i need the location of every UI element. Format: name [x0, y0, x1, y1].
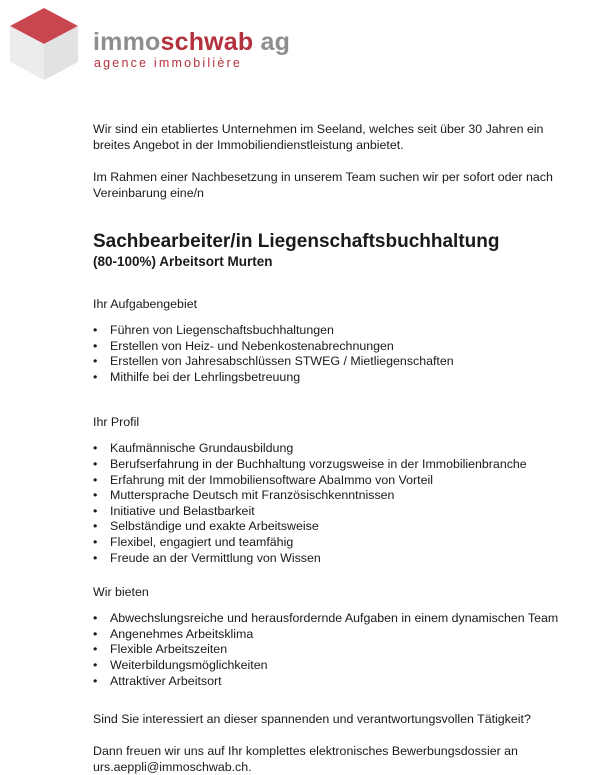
bullet-icon: •	[93, 503, 98, 518]
profile-list	[93, 441, 583, 566]
bullet-icon: •	[93, 441, 98, 456]
list-item-text: Erstellen von Jahresabschlüssen STWEG / Mietliegenschaften	[110, 354, 454, 369]
bullet-icon: •	[93, 657, 98, 672]
bullet-icon: •	[93, 488, 98, 503]
list-item-text: Muttersprache Deutsch mit Französischkenntnissen	[110, 488, 395, 503]
intro-paragraph-2: Im Rahmen einer Nachbesetzung in unserem Team suchen wir per sofort oder nach Vereinbarung eine/n	[93, 170, 553, 200]
list-item	[93, 504, 583, 520]
job-subtitle: (80-100%) Arbeitsort Murten	[93, 254, 273, 269]
bullet-icon: •	[93, 642, 98, 657]
list-item	[93, 473, 583, 489]
list-item	[93, 323, 583, 339]
bullet-icon: •	[93, 673, 98, 688]
closing-text: Dann freuen wir uns auf Ihr komplettes elektronisches Bewerbungsdossier an	[93, 744, 518, 759]
list-item	[93, 535, 583, 551]
bullet-icon: •	[93, 323, 98, 337]
bullet-icon: •	[93, 534, 98, 549]
company-name-part2: schwab	[160, 28, 254, 56]
list-item	[93, 370, 583, 386]
list-item	[93, 551, 583, 567]
company-name	[93, 28, 290, 57]
list-item	[93, 488, 583, 504]
list-item	[93, 519, 583, 535]
list-item	[93, 339, 583, 355]
list-item-text: Angenehmes Arbeitsklima	[110, 626, 254, 641]
list-item-text: Initiative und Belastbarkeit	[110, 503, 255, 518]
bullet-icon: •	[93, 611, 98, 626]
offer-list	[93, 611, 583, 689]
intro-paragraph-1: Wir sind ein etabliertes Unternehmen im Seeland, welches seit über 30 Jahren ein breites Angebot in der Immobiliendienstleistung anbietet.	[93, 122, 544, 152]
section-heading-tasks: Ihr Aufgabengebiet	[93, 297, 198, 311]
list-item-text: Erfahrung mit der Immobiliensoftware AbaImmo von Vorteil	[110, 472, 433, 487]
section-heading-offer: Wir bieten	[93, 585, 149, 600]
bullet-icon: •	[93, 369, 98, 384]
list-item	[93, 611, 583, 627]
list-item-text: Flexible Arbeitszeiten	[110, 642, 228, 657]
contact-email-link[interactable]: urs.aeppli@immoschwab.ch	[93, 760, 249, 775]
section-heading-profile: Ihr Profil	[93, 415, 140, 430]
list-item-text: Erstellen von Heiz- und Nebenkostenabrechnungen	[110, 338, 394, 353]
list-item-text: Abwechslungsreiche und herausfordernde Aufgaben in einem dynamischen Team	[110, 611, 559, 626]
list-item	[93, 627, 583, 643]
list-item	[93, 457, 583, 473]
email-suffix: .	[248, 760, 252, 775]
company-name-part3: ag	[253, 28, 291, 56]
list-item	[93, 658, 583, 674]
job-title: Sachbearbeiter/in Liegenschaftsbuchhaltung	[93, 231, 500, 252]
list-item-text: Freude an der Vermittlung von Wissen	[110, 550, 321, 565]
job-ad-content	[93, 121, 583, 775]
list-item-text: Flexibel, engagiert und teamfähig	[110, 534, 294, 549]
list-item-text: Kaufmännische Grundausbildung	[110, 441, 294, 456]
bullet-icon: •	[93, 338, 98, 353]
tasks-list	[93, 323, 583, 385]
list-item	[93, 441, 583, 457]
list-item-text: Berufserfahrung in der Buchhaltung vorzugsweise in der Immobilienbranche	[110, 456, 527, 471]
closing-question: Sind Sie interessiert an dieser spannenden und verantwortungsvollen Tätigkeit?	[93, 712, 531, 727]
bullet-icon: •	[93, 626, 98, 641]
list-item-text: Führen von Liegenschaftsbuchhaltungen	[110, 323, 334, 337]
list-item	[93, 354, 583, 370]
company-name-part1: immo	[93, 28, 161, 56]
bullet-icon: •	[93, 550, 98, 565]
cube-logo-icon	[8, 6, 80, 82]
bullet-icon: •	[93, 456, 98, 471]
closing-paragraph	[93, 743, 583, 775]
bullet-icon: •	[93, 519, 98, 534]
list-item	[93, 642, 583, 658]
list-item-text: Weiterbildungsmöglichkeiten	[110, 657, 268, 672]
company-tagline: agence immobilière	[94, 56, 242, 70]
bullet-icon: •	[93, 354, 98, 369]
list-item-text: Selbständige und exakte Arbeitsweise	[110, 519, 319, 534]
bullet-icon: •	[93, 472, 98, 487]
list-item	[93, 674, 583, 690]
list-item-text: Attraktiver Arbeitsort	[110, 673, 222, 688]
list-item-text: Mithilfe bei der Lehrlingsbetreuung	[110, 369, 301, 384]
